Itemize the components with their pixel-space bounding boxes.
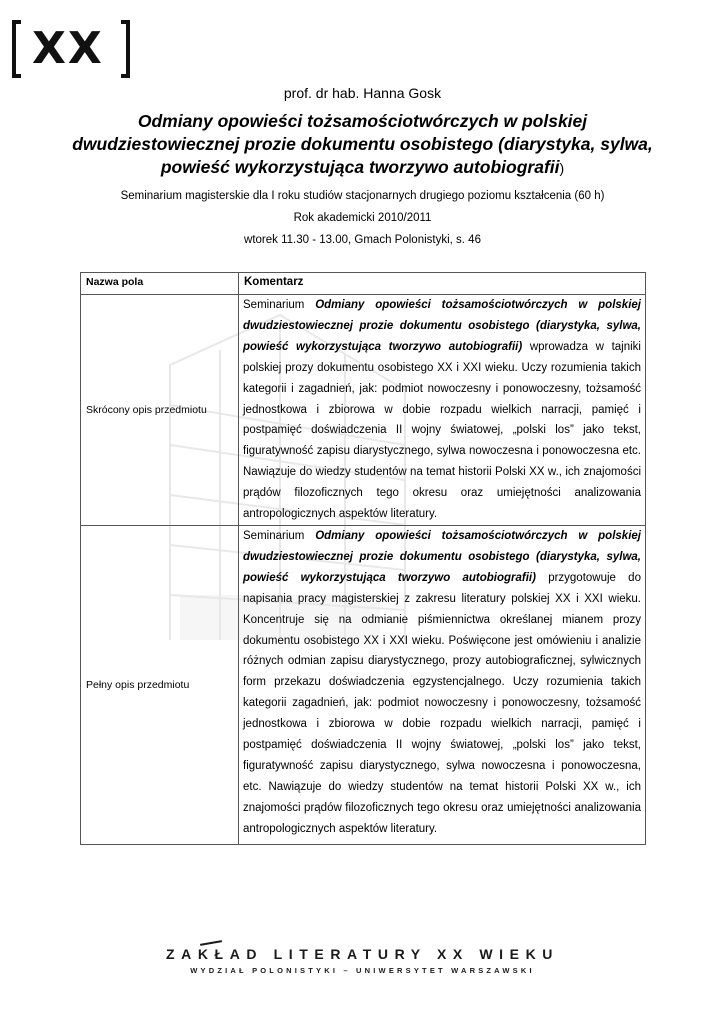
schedule-info: wtorek 11.30 - 13.00, Gmach Polonistyki, s. 46	[244, 234, 481, 246]
row-text-body: wprowadza w tajniki polskiej prozy dokumentu osobistego XX i XXI wieku. Uczy rozumienia takich kategorii i zagadnień, jak: podmiot nowoczesny i ponowoczesny, tożsamość jednostkowa i zbiorowa w dobie rozpadu wielkich narracji, pamięć i postpamięć doświadczenia II wojny światowej, „polski los” jako tekst, figuratywność zapisu diarystycznego, sylwa nowoczesna i ponowoczesna etc. Nawiązuje do wiedzy studentów na temat historii Polski XX w., ich znajomości prądów filozoficznych tego okresu oraz umiejętności analizowania antropologicznych aspektów literatury.	[243, 340, 641, 521]
footer-department-name: ZAKŁAD LITERATURY XX WIEKU	[165, 946, 559, 962]
author-name: prof. dr hab. Hanna Gosk	[283, 85, 442, 101]
title-closing: )	[559, 160, 565, 176]
table-row	[81, 295, 646, 526]
row-text-short-description	[239, 295, 646, 526]
seminar-description: Seminarium magisterskie dla I roku studiów stacjonarnych drugiego poziomu kształcenia (60 h)	[120, 190, 605, 202]
row-text-prefix: Seminarium	[243, 529, 316, 542]
row-text-course-title: Odmiany opowieści tożsamościotwórczych w polskiej dwudziestowiecznej prozie dokumentu osobistego (diarystyka, sylwa, powieść wykorzystująca tworzywo autobiografii)	[243, 299, 641, 353]
table-header-row	[81, 273, 646, 295]
header-comment: Komentarz	[239, 273, 646, 295]
academic-year: Rok akademicki 2010/2011	[293, 212, 432, 224]
logo-text: XX	[32, 23, 104, 74]
logo-xx	[12, 18, 130, 80]
table-row	[81, 525, 646, 844]
logo-right-bracket	[121, 20, 130, 78]
course-info-table	[80, 272, 646, 845]
document-title	[70, 110, 655, 180]
row-text-prefix: Seminarium	[243, 299, 316, 311]
row-label-short-description: Skrócony opis przedmiotu	[81, 295, 239, 526]
header-field-name: Nazwa pola	[81, 273, 239, 295]
logo-left-bracket	[12, 20, 21, 78]
row-label-full-description: Pełny opis przedmiotu	[81, 525, 239, 844]
row-text-full-description	[239, 525, 646, 844]
title-main: Odmiany opowieści tożsamościotwórczych w polskiej dwudziestowiecznej prozie dokumentu osobistego (diarystyka, sylwa, powieść wykorzystująca tworzywo autobiografii	[72, 111, 653, 177]
footer-faculty-name: WYDZIAŁ POLONISTYKI – UNIWERSYTET WARSZAWSKI	[190, 966, 535, 975]
row-text-course-title: Odmiany opowieści tożsamościotwórczych w polskiej dwudziestowiecznej prozie dokumentu osobistego (diarystyka, sylwa, powieść wykorzystująca tworzywo autobiografii)	[243, 529, 641, 584]
row-text-body: przygotowuje do napisania pracy magisterskiej z zakresu literatury polskiej XX i XXI wieku. Koncentruje się na odmianie piśmiennictwa określanej mianem prozy dokumentu osobistego XX i XXI wieku. Poświęcone jest omówieniu i analizie różnych odmian zapisu diarystycznego, prozy autobiograficznej, sylwicznych form przekazu doświadczenia egzystencjalnego. Uczy rozumienia takich kategorii zagadnień, jak: podmiot nowoczesny i ponowoczesny, tożsamość jednostkowa i zbiorowa w dobie rozpadu wielkich narracji, pamięć i postpamięć doświadczenia II wojny światowej, „polski los” jako tekst, figuratywność zapisu diarystycznego, sylwa nowoczesna i ponowoczesna, etc. Nawiązuje do wiedzy studentów na temat historii Polski XX w., ich znajomości prądów filozoficznych tego okresu oraz umiejętności analizowania antropologicznych aspektów literatury.	[243, 571, 641, 835]
